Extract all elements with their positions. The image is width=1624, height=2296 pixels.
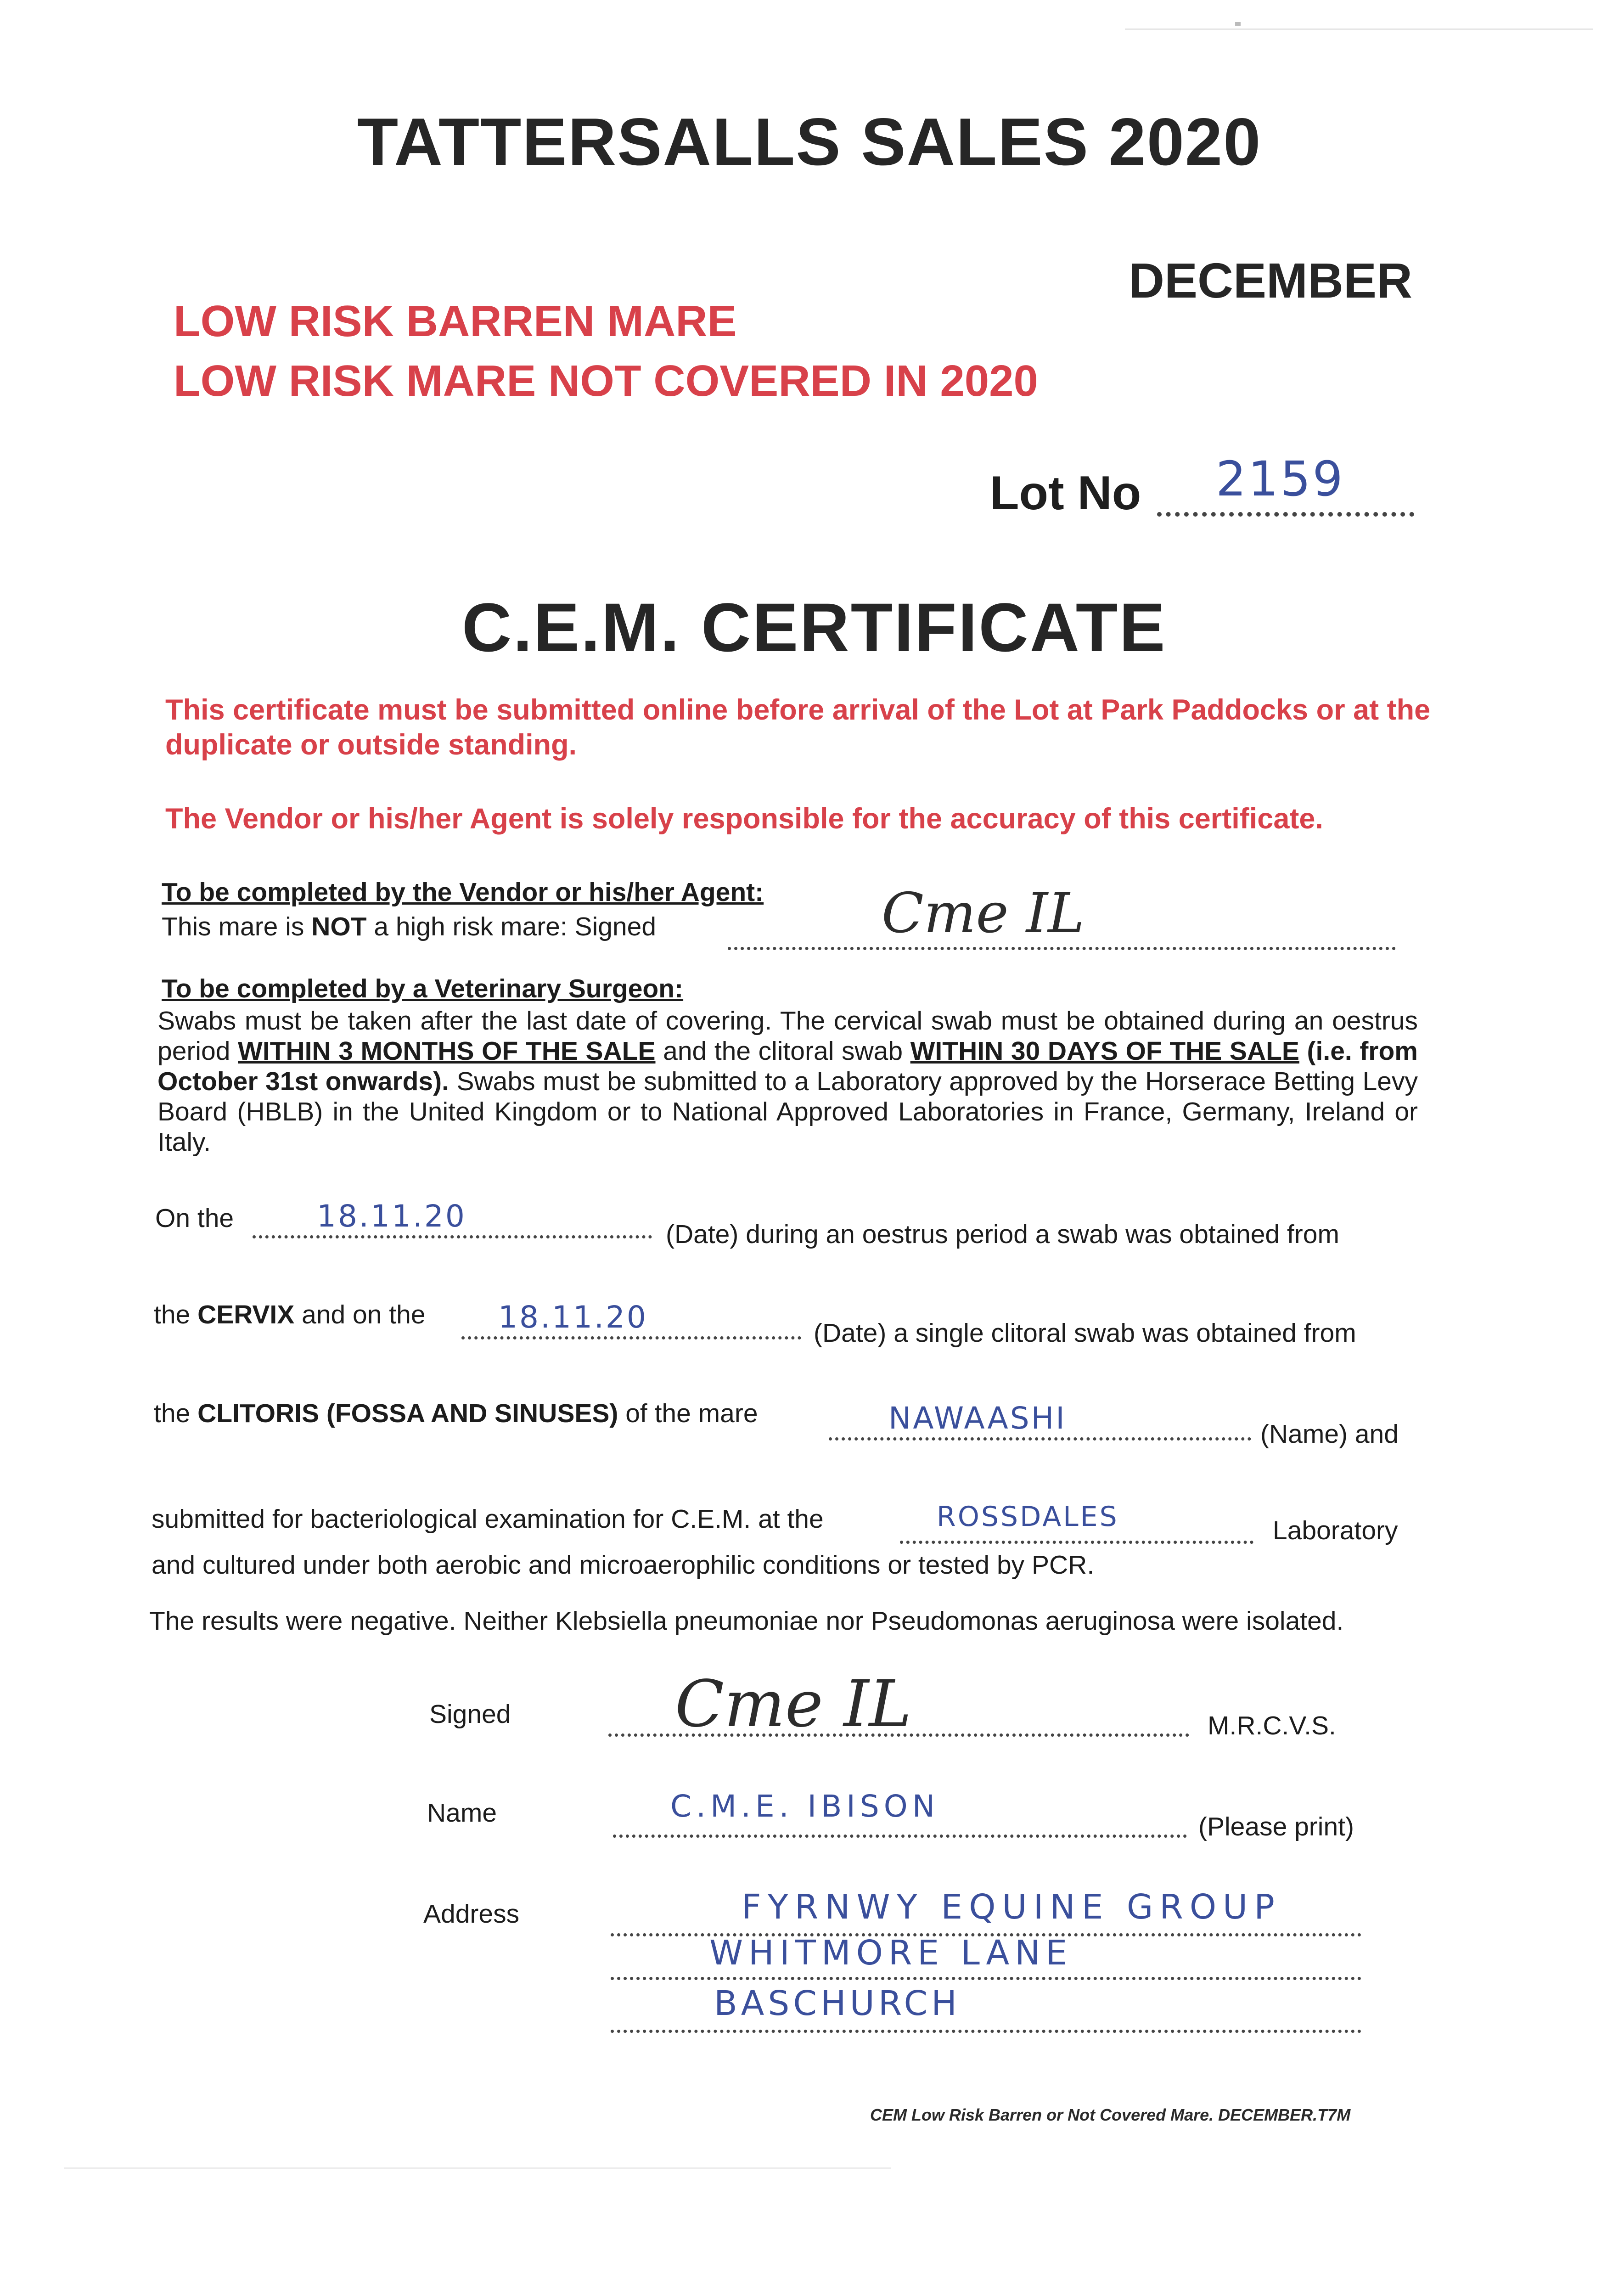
clitoral-date: 18.11.20 [498, 1300, 648, 1335]
address-value-2: WHITMORE LANE [709, 1933, 1073, 1973]
clitoral-date-line [461, 1336, 801, 1339]
instructions-part-2: and the clitoral swab [655, 1036, 910, 1066]
vet-name: C.M.E. IBISON [670, 1789, 940, 1824]
address-value-3: BASCHURCH [714, 1984, 961, 2023]
mare-name: NAWAASHI [888, 1401, 1067, 1436]
form-reference-footer: CEM Low Risk Barren or Not Covered Mare. DECEMBER.T7M [870, 2105, 1351, 2124]
address-line-3 [611, 2030, 1361, 2033]
instructions-30-days: WITHIN 30 DAYS OF THE SALE [910, 1036, 1299, 1066]
category-line-1: LOW RISK BARREN MARE [174, 297, 737, 346]
vet-name-line [613, 1835, 1187, 1838]
please-print-label: (Please print) [1198, 1812, 1354, 1841]
vendor-section-heading: To be completed by the Vendor or his/her Agent: [162, 878, 764, 907]
vet-address-label: Address [423, 1899, 520, 1929]
form-line-3-tail: of the mare [618, 1399, 758, 1428]
lot-number-label: Lot No [990, 467, 1141, 520]
vendor-statement-not: NOT [311, 912, 367, 941]
submission-notice: This certificate must be submitted online before arrival of the Lot at Park Paddocks or at the duplicate or outside standing. [165, 694, 1431, 761]
scan-edge-line [1125, 28, 1593, 30]
cervix-date-line [253, 1235, 652, 1238]
lot-number-dotted-line [1157, 512, 1414, 517]
form-line-4-prefix: submitted for bacteriological examination for C.E.M. at the [152, 1504, 824, 1534]
vet-signature: Cme IL [675, 1667, 912, 1742]
lot-number-value: 2159 [1216, 451, 1345, 507]
page-title: TATTERSALLS SALES 2020 [357, 104, 1262, 179]
instructions-part-1: Swabs must be taken after the last date of covering. The cervical swab must be obtained during an oestrus period [157, 1006, 1418, 1066]
responsibility-notice: The Vendor or his/her Agent is solely responsible for the accuracy of this certificate. [165, 803, 1323, 835]
vendor-statement-suffix: a high risk mare: Signed [366, 912, 657, 941]
mare-name-line [829, 1437, 1251, 1441]
sale-month: DECEMBER [1129, 253, 1413, 308]
form-line-3-prefix [154, 1398, 758, 1429]
address-value-1: FYRNWY EQUINE GROUP [742, 1887, 1281, 1927]
scan-edge-line [64, 2167, 891, 2169]
vendor-statement-prefix: This mare is [162, 912, 312, 941]
form-line-2-suffix: (Date) a single clitoral swab was obtained from [814, 1318, 1356, 1348]
form-line-2-tail: and on the [294, 1300, 426, 1329]
scan-speck [1235, 22, 1241, 26]
mrcvs-label: M.R.C.V.S. [1208, 1711, 1336, 1740]
form-line-2-the: the [154, 1300, 198, 1329]
form-line-1-prefix: On the [155, 1204, 234, 1233]
cervix-date: 18.11.20 [317, 1199, 466, 1234]
form-line-3-suffix: (Name) and [1260, 1419, 1399, 1449]
instructions-part-3: Swabs must be submitted to a Laboratory approved by the Horserace Betting Levy Board (HBLB) in the United Kingdom or to National Approved Laboratories in France, Germany, Ireland or Italy. [157, 1067, 1418, 1157]
vet-instructions [157, 1006, 1418, 1157]
form-line-2-cervix: CERVIX [197, 1300, 295, 1329]
form-line-4-suffix: Laboratory [1273, 1516, 1398, 1545]
certificate-title: C.E.M. CERTIFICATE [462, 589, 1167, 666]
form-line-3-clitoris: CLITORIS (FOSSA AND SINUSES) [197, 1399, 618, 1428]
vendor-signature-line [728, 947, 1396, 950]
vendor-statement [162, 912, 656, 942]
category-line-2: LOW RISK MARE NOT COVERED IN 2020 [174, 356, 1038, 405]
form-line-3-the: the [154, 1399, 198, 1428]
vendor-signature: Cme IL [882, 882, 1085, 945]
form-line-1-suffix: (Date) during an oestrus period a swab was obtained from [666, 1220, 1339, 1249]
vet-signed-label: Signed [429, 1699, 511, 1729]
instructions-3-months: WITHIN 3 MONTHS OF THE SALE [238, 1036, 656, 1066]
vet-name-label: Name [427, 1798, 497, 1828]
instructions-october: (i.e. from October 31st onwards). [157, 1036, 1418, 1096]
form-line-5: and cultured under both aerobic and microaerophilic conditions or tested by PCR. [152, 1550, 1095, 1580]
results-statement: The results were negative. Neither Klebsiella pneumoniae nor Pseudomonas aeruginosa were isolated. [149, 1606, 1344, 1636]
vet-section-heading: To be completed by a Veterinary Surgeon: [162, 974, 684, 1003]
laboratory-line [900, 1541, 1253, 1544]
laboratory-name: ROSSDALES [937, 1501, 1119, 1533]
address-line-2 [611, 1977, 1361, 1980]
form-line-2-prefix [154, 1300, 426, 1330]
